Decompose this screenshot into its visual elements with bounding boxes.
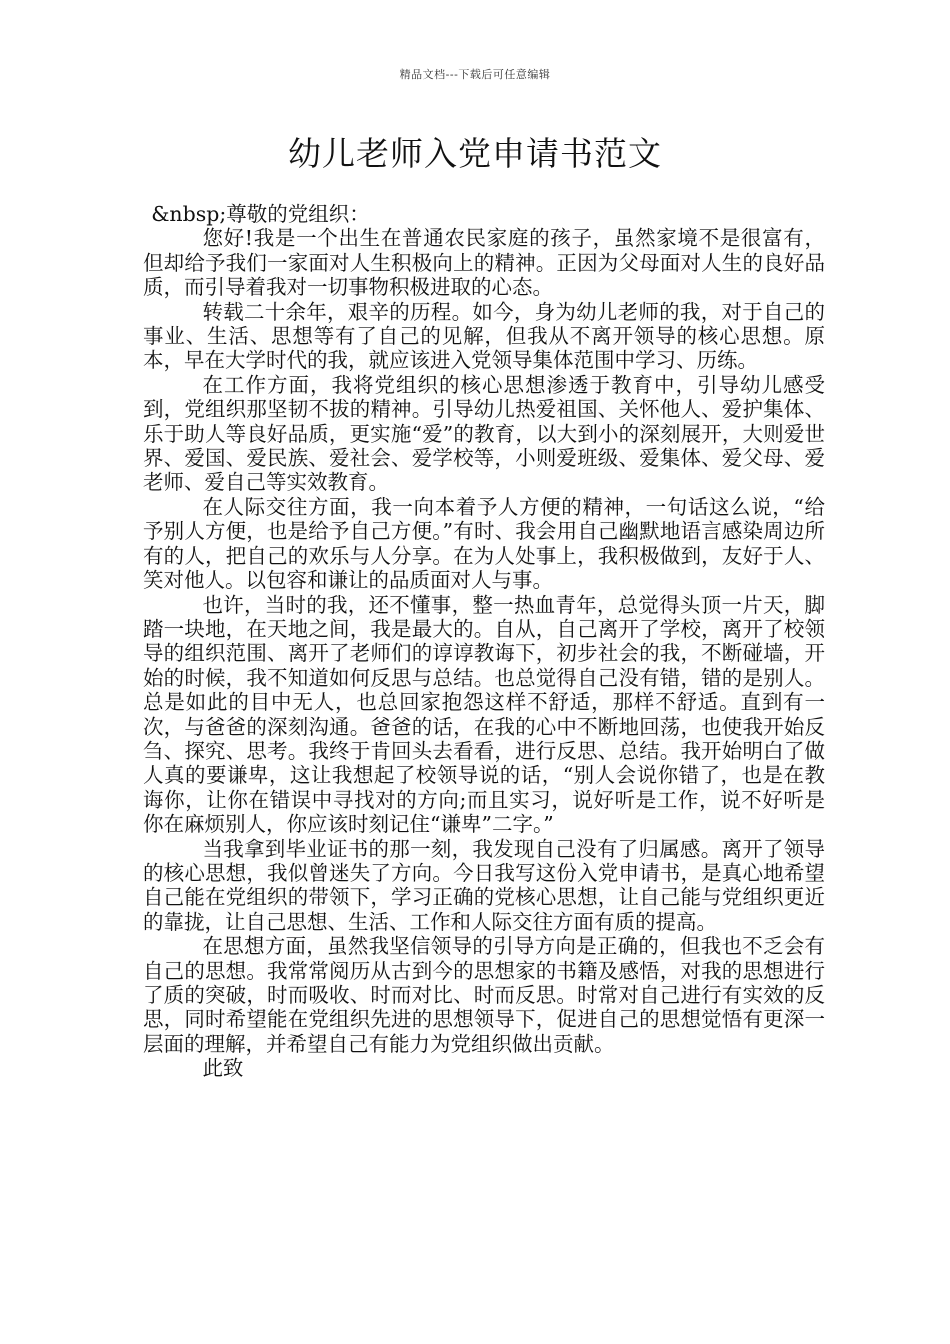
document-title: 幼儿老师入党申请书范文: [288, 134, 662, 173]
salutation: &nbsp;尊敬的党组织：: [151, 202, 370, 226]
paragraph-thought: 在思想方面，虽然我坚信领导的引导方向是正确的，但我也不乏会有自己的思想。我常常阅历从古到今的思想家的书籍及感悟，对我的思想进行了质的突破，时而吸收、时而对比、时而反思。时常对自己进行有实效的反思，同时希望能在党组织先进的思想领导下，促进自己的思想觉悟有更深一层面的理解，并希望自己有能力为党组织做出贡献。: [143, 934, 825, 1056]
document-body: [143, 202, 825, 1081]
paragraph-interpersonal: 在人际交往方面，我一向本着予人方便的精神，一句话这么说，“给予别人方便，也是给予自己方便。”有时、我会用自己幽默地语言感染周边所有的人，把自己的欢乐与人分享。在为人处事上，我积极做到，友好于人、笑对他人。以包容和谦让的品质面对人与事。: [143, 494, 825, 593]
paragraph-reflection: 也许，当时的我，还不懂事，整一热血青年，总觉得头顶一片天，脚踏一块地，在天地之间，我是最大的。自从，自己离开了学校，离开了校领导的组织范围、离开了老师们的谆谆教诲下，初步社会的我，不断碰墙，开始的时候，我不知道如何反思与总结。也总觉得自己没有错，错的是别人。总是如此的目中无人，也总回家抱怨这样不舒适，那样不舒适。直到有一次，与爸爸的深刻沟通。爸爸的话，在我的心中不断地回荡，也使我开始反刍、探究、思考。我终于肯回头去看看，进行反思、总结。我开始明白了做人真的要谦卑，这让我想起了校领导说的话，“别人会说你错了，也是在教诲你，让你在错误中寻找对的方向;而且实习，说好听是工作，说不好听是你在麻烦别人，你应该时刻记住“谦卑”二字。”: [143, 592, 825, 837]
paragraph-greeting: 您好!我是一个出生在普通农民家庭的孩子，虽然家境不是很富有，但却给予我们一家面对人生积极向上的精神。正因为父母面对人生的良好品质，而引导着我对一切事物积极进取的心态。: [143, 226, 825, 300]
paragraph-work: 在工作方面，我将党组织的核心思想渗透于教育中，引导幼儿感受到，党组织那坚韧不拔的精神。引导幼儿热爱祖国、关怀他人、爱护集体、乐于助人等良好品质，更实施“爱”的教育，以大到小的深刻展开，大则爱世界、爱国、爱民族、爱社会、爱学校等，小则爱班级、爱集体、爱父母、爱老师、爱自己等实效教育。: [143, 372, 825, 495]
closing-line: 此致: [202, 1056, 244, 1081]
paragraph-background: 转载二十余年，艰辛的历程。如今，身为幼儿老师的我，对于自己的事业、生活、思想等有了自己的见解，但我从不离开领导的核心思想。原本，早在大学时代的我，就应该进入党领导集体范围中学习、历练。: [143, 299, 825, 373]
paragraph-motivation: 当我拿到毕业证书的那一刻，我发现自己没有了归属感。离开了领导的核心思想，我似曾迷失了方向。今日我写这份入党申请书，是真心地希望自己能在党组织的带领下，学习正确的党核心思想，让自己能与党组织更近的靠拢，让自己思想、生活、工作和人际交往方面有质的提高。: [143, 836, 825, 934]
header-note: 精品文档---下载后可任意编辑: [399, 68, 551, 81]
